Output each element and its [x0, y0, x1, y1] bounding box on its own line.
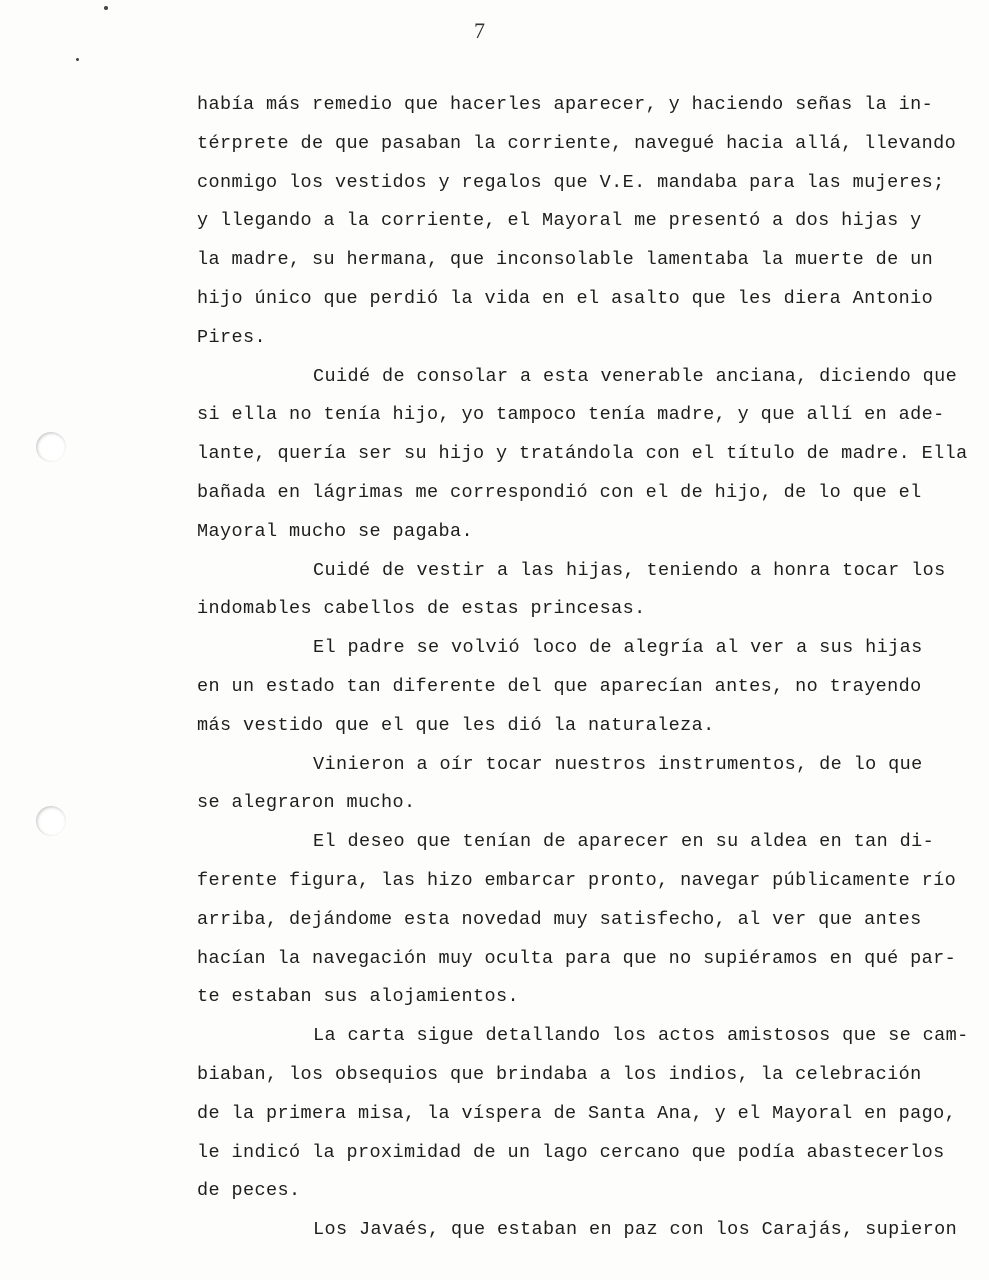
ink-speck — [104, 6, 108, 10]
text-line: Cuidé de vestir a las hijas, teniendo a honra tocar los — [313, 559, 946, 581]
paragraph — [197, 1211, 967, 1250]
text-line: lante, quería ser su hijo y tratándola con el título de madre. Ella — [197, 443, 968, 465]
text-line: en un estado tan diferente del que aparecían antes, no trayendo — [197, 675, 922, 697]
paragraph — [197, 823, 967, 1017]
ink-speck — [76, 58, 79, 61]
text-line: se alegraron mucho. — [197, 792, 416, 814]
text-line: había más remedio que hacerles aparecer, y haciendo señas la in- — [197, 94, 934, 115]
text-line: indomables cabellos de estas princesas. — [197, 598, 646, 620]
text-line: La carta sigue detallando los actos amistosos que se cam- — [313, 1025, 969, 1047]
paragraph — [197, 746, 967, 824]
text-line: de la primera misa, la víspera de Santa Ana, y el Mayoral en pago, — [197, 1102, 957, 1124]
text-line: bañada en lágrimas me correspondió con el de hijo, de lo que el — [197, 481, 922, 503]
paragraph — [197, 1017, 967, 1211]
text-line: más vestido que el que les dió la naturaleza. — [197, 714, 715, 736]
punch-hole — [36, 432, 66, 462]
text-line: Vinieron a oír tocar nuestros instrumentos, de lo que — [313, 753, 923, 775]
text-line: El padre se volvió loco de alegría al ver a sus hijas — [313, 637, 923, 659]
text-line: arriba, dejándome esta novedad muy satisfecho, al ver que antes — [197, 908, 922, 930]
text-line: Los Javaés, que estaban en paz con los Carajás, supieron — [313, 1219, 958, 1241]
text-line: si ella no tenía hijo, yo tampoco tenía madre, y que allí en ade- — [197, 404, 945, 426]
paragraph — [197, 552, 967, 630]
typed-text-body — [197, 86, 967, 1250]
text-line: Mayoral mucho se pagaba. — [197, 520, 474, 542]
text-line: le indicó la proximidad de un lago cercano que podía abastecerlos — [197, 1141, 945, 1163]
paragraph — [197, 86, 967, 358]
text-line: hijo único que perdió la vida en el asalto que les diera Antonio — [197, 287, 934, 309]
punch-hole — [36, 806, 66, 836]
text-line: la madre, su hermana, que inconsolable lamentaba la muerte de un — [197, 249, 934, 271]
page-number: 7 — [474, 18, 485, 43]
paragraph — [197, 358, 967, 552]
paragraph — [197, 629, 967, 745]
text-line: El deseo que tenían de aparecer en su aldea en tan di- — [313, 831, 935, 853]
text-line: y llegando a la corriente, el Mayoral me presentó a dos hijas y — [197, 210, 922, 232]
text-line: hacían la navegación muy oculta para que no supiéramos en qué par- — [197, 947, 957, 969]
text-line: biaban, los obsequios que brindaba a los indios, la celebración — [197, 1063, 922, 1085]
text-line: de peces. — [197, 1180, 301, 1202]
text-line: Cuidé de consolar a esta venerable anciana, diciendo que — [313, 365, 958, 387]
text-line: conmigo los vestidos y regalos que V.E. mandaba para las mujeres; — [197, 171, 945, 193]
text-line: térprete de que pasaban la corriente, navegué hacia allá, llevando — [197, 132, 957, 154]
text-line: Pires. — [197, 326, 267, 348]
text-line: te estaban sus alojamientos. — [197, 986, 520, 1008]
text-line: ferente figura, las hizo embarcar pronto, navegar públicamente río — [197, 869, 957, 891]
